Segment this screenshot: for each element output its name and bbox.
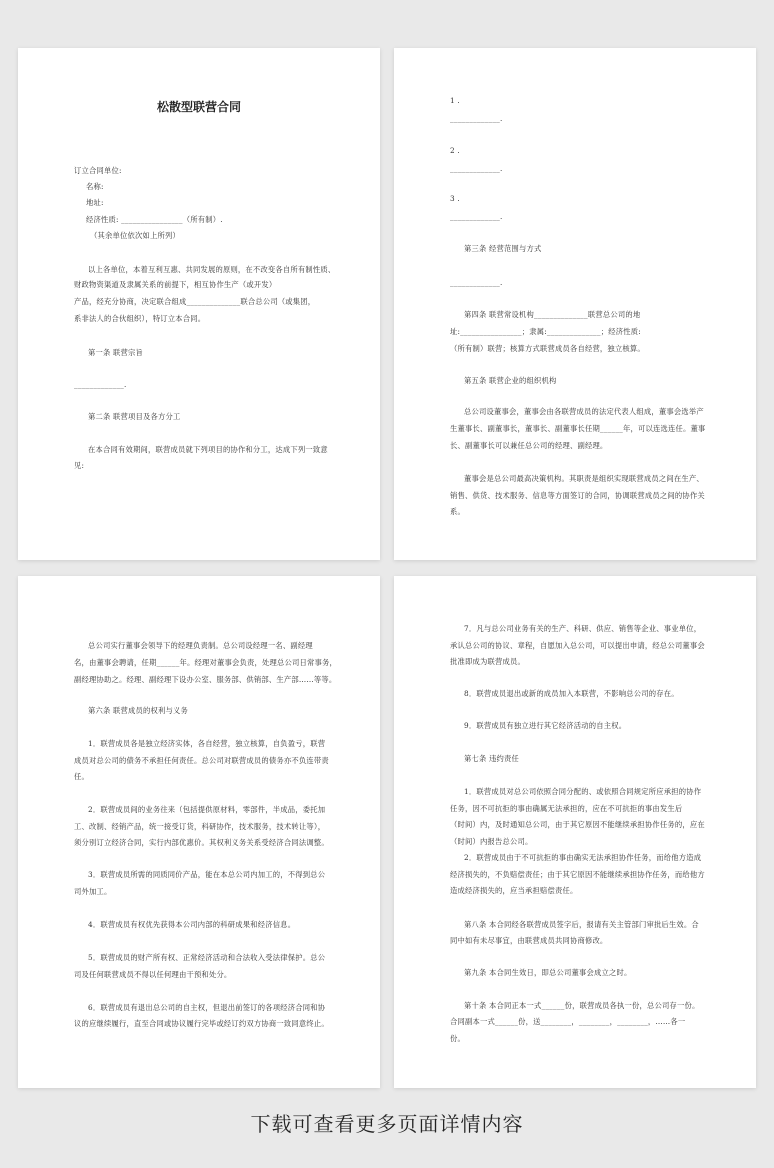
text-line: 5．联营成员的财产所有权、正常经济活动和合法收入受法律保护。总公 [88, 953, 326, 962]
text-line: 第四条 联营常设机构______________联营总公司的地 [464, 310, 641, 319]
text-line: 2．联营成员间的业务往来（包括提供原材料，零部件，半成品，委托加 [88, 805, 326, 814]
text-line: 销售、供货、技术服务、信息等方面签订的合同，协调联营成员之间的协作关 [450, 491, 705, 500]
text-line: 以上各单位，本着互利互惠、共同发展的原则，在不改变各自所有制性质、 [88, 265, 336, 274]
text-line: 议的应继续履行，直至合同或协议履行完毕或经订约双方协商一致同意终止。 [74, 1019, 329, 1028]
text-line: （时间）内，及时通知总公司，由于其它原因不能继续承担协作任务的，应在 [450, 820, 705, 829]
document-page-1 [18, 48, 380, 560]
text-line: 1．联营成员各是独立经济实体，各自经营，独立核算，自负盈亏，联营 [88, 739, 326, 748]
section-heading: 第六条 联营成员的权利与义务 [88, 706, 188, 715]
document-page-3 [18, 576, 380, 1088]
section-heading: 第五条 联营企业的组织机构 [464, 376, 557, 385]
text-line: 系。 [450, 507, 465, 516]
text-line: 第九条 本合同生效日，即总公司董事会成立之时。 [464, 968, 632, 977]
text-line: _____________. [450, 278, 503, 287]
section-heading: 第三条 经营范围与方式 [464, 244, 542, 253]
text-line: 任。 [74, 772, 89, 781]
text-line: 同中如有未尽事宜，由联营成员共同协商修改。 [450, 936, 608, 945]
text-line: 总公司设董事会，董事会由各联营成员的法定代表人组成，董事会选举产 [464, 407, 704, 416]
text-line: 9．联营成员有独立进行其它经济活动的自主权。 [464, 721, 627, 730]
text-line: 经济损失的，不负赔偿责任；由于其它原因不能继续承担协作任务，而给他方 [450, 870, 705, 879]
text-line: 址:________________；隶属:______________；经济性质: [450, 327, 641, 336]
section-heading: 第七条 违约责任 [464, 754, 519, 763]
text-line: （所有制）联营；核算方式联营成员各自经营，独立核算。 [450, 344, 645, 353]
text-line: _____________. [450, 212, 503, 221]
text-line: 须分别订立经济合同，实行内部优惠价。其权利义务关系受经济合同法调整。 [74, 838, 329, 847]
text-line: 地址: [86, 198, 104, 207]
section-heading: 第二条 联营项目及各方分工 [88, 412, 181, 421]
text-line: 成员对总公司的债务不承担任何责任。总公司对联营成员的债务亦不负连带责 [74, 756, 329, 765]
text-line: 份。 [450, 1034, 465, 1043]
text-line: 第十条 本合同正本一式______份，联营成员各执一份，总公司存一份。 [464, 1001, 700, 1010]
text-line: _____________. [450, 114, 503, 123]
text-line: 3 . [450, 194, 460, 203]
text-line: 经济性质: ________________（所有制）. [86, 215, 223, 224]
text-line: （其余单位依次如上所列） [90, 231, 180, 240]
text-line: 承认总公司的协议、章程，自愿加入总公司，可以提出申请，经总公司董事会 [450, 641, 705, 650]
text-line: 订立合同单位: [74, 166, 122, 175]
text-line: 2．联营成员由于不可抗拒的事由确实无法承担协作任务，而给他方造成 [464, 853, 702, 862]
text-line: 7．凡与总公司业务有关的生产、科研、供应、销售等企业、事业单位， [464, 624, 702, 633]
text-line: 合同副本一式______份，送________，________，________，……各一 [450, 1017, 686, 1026]
text-line: 3．联营成员所需的同质同价产品，能在本总公司内加工的，不得到总公 [88, 870, 326, 879]
document-page-4 [394, 576, 756, 1088]
text-line: 产品，经充分协商，决定联合组成______________联合总公司（或集团， [74, 297, 316, 306]
text-line: 系非法人的合伙组织），特订立本合同。 [74, 314, 206, 323]
text-line: 批准即成为联营成员。 [450, 657, 525, 666]
text-line: 副经理协助之。经理、副经理下设办公室、服务部、供销部、生产部……等等。 [74, 675, 337, 684]
text-line: （时间）内报告总公司。 [450, 837, 533, 846]
text-line: 8．联营成员退出或新的成员加入本联营，不影响总公司的存在。 [464, 689, 679, 698]
document-page-2 [394, 48, 756, 560]
section-heading: 第一条 联营宗旨 [88, 348, 143, 357]
text-line: 名，由董事会聘请，任期______年。经理对董事会负责，处理总公司日常事务， [74, 658, 337, 667]
text-line: 见: [74, 461, 85, 470]
text-line: 名称: [86, 182, 104, 191]
text-line: 总公司实行董事会领导下的经理负责制。总公司设经理一名、副经理 [88, 641, 313, 650]
text-line: 6．联营成员有退出总公司的自主权，但退出前签订的各项经济合同和协 [88, 1003, 326, 1012]
text-line: _____________. [450, 164, 503, 173]
text-line: 2 . [450, 146, 460, 155]
text-line: 造成经济损失的，应当承担赔偿责任。 [450, 886, 578, 895]
text-line: 4．联营成员有权优先获得本公司内部的科研成果和经济信息。 [88, 920, 296, 929]
text-line: 第八条 本合同经各联营成员签字后，报请有关主管部门审批后生效。合 [464, 920, 699, 929]
text-line: 生董事长、副董事长，董事长、副董事长任期______年，可以连选连任。董事 [450, 424, 706, 433]
text-line: 1 . [450, 96, 460, 105]
download-more-caption: 下载可查看更多页面详情内容 [250, 1112, 524, 1136]
text-line: 董事会是总公司最高决策机构。其职责是组织实现联营成员之间在生产、 [464, 474, 704, 483]
text-line: 财政物资渠道及隶属关系的前提下，相互协作生产（或开发） [74, 280, 277, 289]
text-line: 长、副董事长可以兼任总公司的经理、副经理。 [450, 441, 608, 450]
document-title: 松散型联营合同 [156, 100, 241, 114]
text-line: 工、改制、经销产品，统一接受订货，科研协作，技术服务，技术转让等）， [74, 822, 326, 831]
text-line: 1．联营成员对总公司依照合同分配的、或依照合同规定所应承担的协作 [464, 787, 702, 796]
text-line: 任务，因不可抗拒的事由确属无法承担的，应在不可抗拒的事由发生后 [450, 804, 683, 813]
text-line: 司及任何联营成员不得以任何理由干预和处分。 [74, 970, 232, 979]
text-line: _____________. [74, 380, 127, 389]
text-line: 在本合同有效期间，联营成员就下列项目的协作和分工，达成下列一致意 [88, 445, 328, 454]
text-line: 司外加工。 [74, 887, 112, 896]
